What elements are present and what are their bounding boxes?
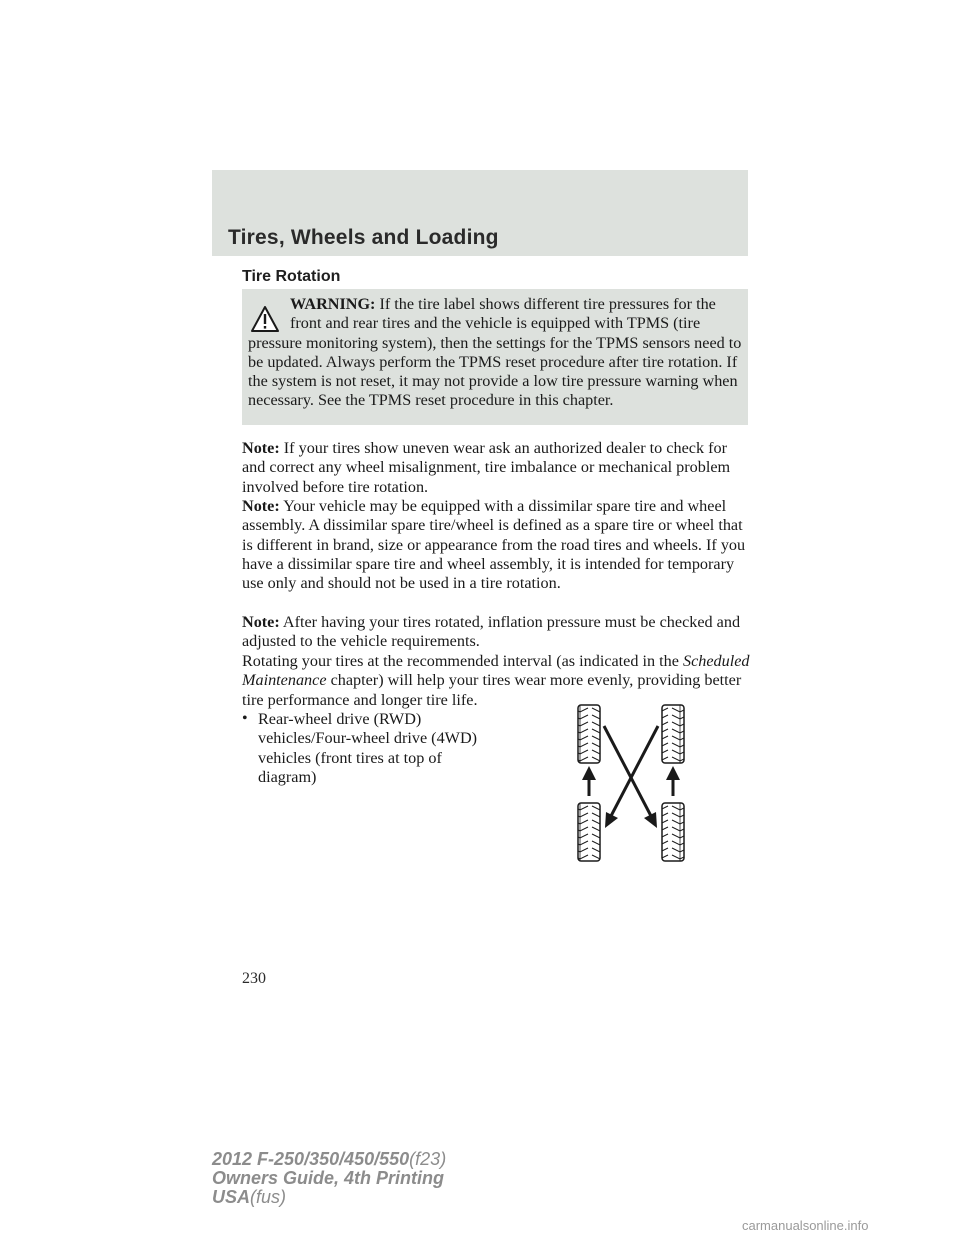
note-label: Note: — [242, 497, 280, 515]
rear-right-tire — [662, 803, 684, 861]
note-paragraph-2 — [242, 497, 750, 593]
chapter-title: Tires, Wheels and Loading — [228, 226, 499, 249]
warning-text — [248, 295, 744, 411]
section-title: Tire Rotation — [242, 268, 341, 285]
note-paragraph-3 — [242, 613, 750, 652]
warning-body: If the tire label shows different tire pressures for the front and rear tires and the vehicle is equipped with TPMS (tire pressure monitoring system), then the settings for the TPMS sensors need to be updated. Always perform the TPMS reset procedure after tire rotation. If the system is not reset, it may not provide a low tire pressure warning when necessary. See the TPMS reset procedure in this chapter. — [248, 295, 742, 410]
note-label: Note: — [242, 613, 280, 631]
arrow-rear-right-to-front-right — [666, 766, 680, 796]
scheduled-maintenance-reference: Scheduled Maintenance — [242, 652, 750, 690]
warning-label: WARNING: — [290, 295, 376, 313]
note-paragraph-1 — [242, 439, 750, 497]
rear-left-tire — [578, 803, 600, 861]
arrow-rear-left-to-front-left — [582, 766, 596, 796]
page-number: 230 — [242, 970, 266, 987]
document-footer: 2012 F-250/350/450/550(f23) Owners Guide, 4th Printing USA(fus) — [212, 1149, 447, 1207]
watermark: carmanualsonline.info — [742, 1218, 869, 1233]
bullet-symbol: • — [242, 710, 248, 727]
note-body: After having your tires rotated, inflation pressure must be checked and adjusted to the vehicle requirements. — [242, 613, 741, 651]
front-right-tire — [662, 705, 684, 763]
bullet-text: Rear-wheel drive (RWD) vehicles/Four-wheel drive (4WD) vehicles (front tires at top of diagram) — [258, 710, 478, 786]
note-body: Your vehicle may be equipped with a dissimilar spare tire and wheel assembly. A dissimilar spare tire/wheel is defined as a spare tire or wheel that is different in brand, size or appearance from the road tires and wheels. If you have a dissimilar spare tire and wheel assembly, it is intended for temporary use only and should not be used in a tire rotation. — [242, 497, 746, 593]
rotation-paragraph: Rotating your tires at the recommended interval (as indicated in the Scheduled Maintenance chapter) will help your tires wear more evenly, providing better tire performance and longer tire life. — [242, 652, 750, 709]
tire-rotation-diagram — [570, 700, 700, 865]
note-label: Note: — [242, 439, 280, 457]
note-body: If your tires show uneven wear ask an authorized dealer to check for and correct any wheel misalignment, tire imbalance or mechanical problem involved before tire rotation. — [242, 439, 731, 496]
front-left-tire — [578, 705, 600, 763]
